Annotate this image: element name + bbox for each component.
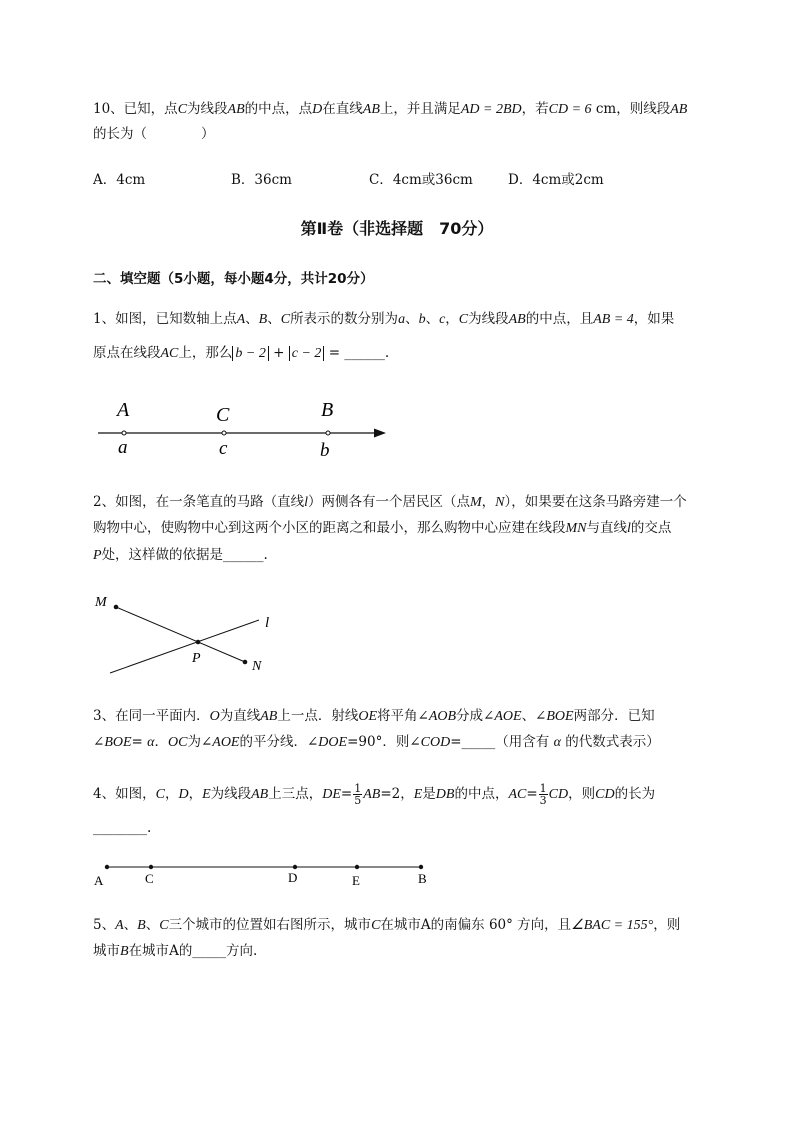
q4-label-a: A: [94, 873, 104, 888]
q10-line1: 10、已知，点C为线段AB的中点，点D在直线AB上，并且满足AD = 2BD，若CD = 6 cm，则线段AB: [93, 101, 688, 117]
point-b-dot: [326, 431, 330, 435]
q4-label-c: C: [145, 871, 154, 886]
value-a-label: a: [118, 437, 128, 458]
q3-line1: 3、在同一平面内．O为直线AB上一点．射线OE将平角∠AOB分成∠AOE、∠BOE两部分．已知: [93, 708, 655, 724]
value-b-label: b: [320, 440, 330, 461]
point-b-label: B: [321, 399, 334, 421]
point-n-dot: [243, 660, 248, 665]
line-l: [110, 620, 259, 673]
segment-mn: [116, 607, 245, 662]
q4-point-c-dot: [149, 865, 153, 869]
point-m-dot: [114, 605, 119, 610]
q10-option-a: A．4cm: [93, 172, 146, 188]
part2-title: 第Ⅱ卷（非选择题 70分）: [300, 219, 494, 238]
label-m: M: [95, 595, 107, 610]
q4-line2: ________.: [93, 820, 152, 836]
label-l: l: [265, 615, 270, 631]
q4-label-d: D: [288, 870, 298, 885]
q4-point-d-dot: [293, 865, 297, 869]
point-c-dot: [222, 431, 226, 435]
q4-label-e: E: [352, 873, 360, 888]
fraction-one-third: $\frac{1}{3}$: [539, 782, 547, 807]
q4-point-e-dot: [355, 865, 359, 869]
q10-option-d: D．4cm或2cm: [508, 172, 604, 188]
point-p-dot: [196, 640, 201, 645]
q5-line1: 5、A、B、C三个城市的位置如右图所示，城市C在城市A的南偏东 60° 方向，且∠BAC = 155°，则: [93, 917, 681, 933]
axis-arrow-icon: [374, 429, 386, 438]
q4-point-a-dot: [105, 865, 109, 869]
q1-line2: 原点在线段AC上，那么 b − 2 + c − 2 = ______.: [93, 345, 390, 361]
point-a-label: A: [117, 399, 130, 421]
q2-line3: P处，这样做的依据是______.: [93, 547, 268, 563]
q4-line1: 4、如图，C，D，E为线段AB上三点，DE= $\frac{1}{5}$ AB=2，E是DB的中点，AC= $\frac{1}{3}$ CD，则CD的长为: [93, 782, 656, 807]
q10-option-c: C．4cm或36cm: [369, 172, 473, 188]
fraction-one-fifth: $\frac{1}{5}$: [354, 782, 362, 807]
section-title: 二、填空题（5小题，每小题4分，共计20分）: [93, 271, 374, 287]
q4-point-b-dot: [419, 865, 423, 869]
q2-line1: 2、如图，在一条笔直的马路（直线l）两侧各有一个居民区（点M，N），如果要在这条马路旁建一个: [93, 494, 687, 510]
point-c-label: C: [216, 404, 230, 426]
q10-option-b: B．36cm: [231, 172, 292, 188]
label-p: P: [192, 651, 201, 666]
q1-line1: 1、如图，已知数轴上点A、B、C所表示的数分别为a、b、c，C为线段AB的中点，且AB = 4，如果: [93, 311, 675, 327]
q4-label-b: B: [418, 871, 427, 886]
value-c-label: c: [219, 438, 228, 459]
q3-line2: ∠BOE= α．OC为∠AOE的平分线．∠DOE=90°．则∠COD=_____（用含有 α 的代数式表示）: [93, 734, 660, 750]
label-n: N: [252, 659, 262, 674]
q10-line2: 的长为（ ）: [93, 126, 215, 142]
point-a-dot: [122, 431, 126, 435]
q2-line2: 购物中心，使购物中心到这两个小区的距离之和最小，那么购物中心应建在线段MN与直线l的交点: [93, 520, 672, 536]
q5-line2: 城市B在城市A的_____方向.: [93, 943, 258, 959]
